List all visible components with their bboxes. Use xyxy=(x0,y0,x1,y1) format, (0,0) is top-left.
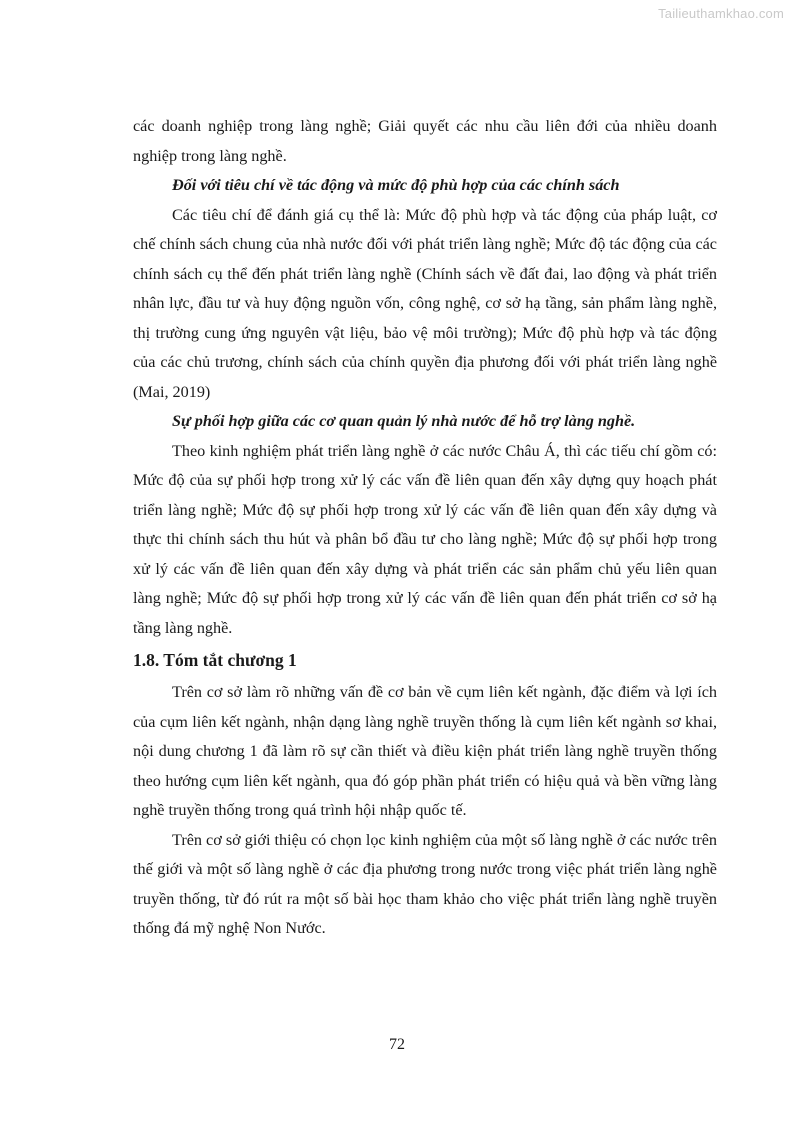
paragraph-policy-criteria: Các tiêu chí để đánh giá cụ thể là: Mức độ phù hợp và tác động của pháp luật, cơ chế chính sách chung của nhà nước đối với phát triển làng nghề; Mức độ tác động của các chính sách cụ thể đến phát triển làng nghề (Chính sách về đất đai, lao động và phát triển nhân lực, đầu tư và huy động nguồn vốn, công nghệ, cơ sở hạ tầng, sản phẩm làng nghề, thị trường cung ứng nguyên vật liệu, bảo vệ môi trường); Mức độ phù hợp và tác động của các chủ trương, chính sách của chính quyền địa phương đối với phát triển làng nghề (Mai, 2019) xyxy=(133,205,717,401)
paragraph-continuation: các doanh nghiệp trong làng nghề; Giải quyết các nhu cầu liên đới của nhiều doanh nghiệp trong làng nghề. xyxy=(133,117,717,165)
watermark: Tailieuthamkhao.com xyxy=(658,6,784,21)
section-title: 1.8. Tóm tắt chương 1 xyxy=(133,650,297,670)
subheading-agency-coordination: Sự phối hợp giữa các cơ quan quản lý nhà nước để hỗ trợ làng nghề. xyxy=(172,412,636,430)
paragraph-summary-2: Trên cơ sở giới thiệu có chọn lọc kinh nghiệm của một số làng nghề ở các nước trên thế giới và một số làng nghề ở các địa phương trong nước trong việc phát triển làng nghề truyền thống, từ đó rút ra một số bài học tham khảo cho việc phát triển làng nghề truyền thống đá mỹ nghệ Non Nước. xyxy=(133,830,717,937)
page-number: 72 xyxy=(389,1036,405,1053)
paragraph-summary-1: Trên cơ sở làm rõ những vấn đề cơ bản về cụm liên kết ngành, đặc điểm và lợi ích của cụm liên kết ngành, nhận dạng làng nghề truyền thống là cụm liên kết ngành sơ khai, nội dung chương 1 đã làm rõ sự cần thiết và điều kiện phát triển làng nghề truyền thống theo hướng cụm liên kết ngành, qua đó góp phần phát triển có hiệu quả và bền vững làng nghề truyền thống trong quá trình hội nhập quốc tế. xyxy=(133,683,717,819)
subheading-policy-impact: Đối với tiêu chí về tác động và mức độ phù hợp của các chính sách xyxy=(172,176,620,194)
paragraph-coordination-criteria: Theo kinh nghiệm phát triển làng nghề ở các nước Châu Á, thì các tiếu chí gồm có: Mức độ của sự phối hợp trong xử lý các vấn đề liên quan đến xây dựng quy hoạch phát triển làng nghề; Mức độ sự phối hợp trong xử lý các vấn đề liên quan đến xây dựng và thực thi chính sách thu hút và phân bổ đầu tư cho làng nghề; Mức độ sự phối hợp trong xử lý các vấn đề liên quan đến xây dựng và phát triển các sản phẩm chủ yếu liên quan làng nghề; Mức độ sự phối hợp trong xử lý các vấn đề liên quan đến phát triển cơ sở hạ tầng làng nghề. xyxy=(133,441,717,637)
document-body xyxy=(133,112,717,944)
